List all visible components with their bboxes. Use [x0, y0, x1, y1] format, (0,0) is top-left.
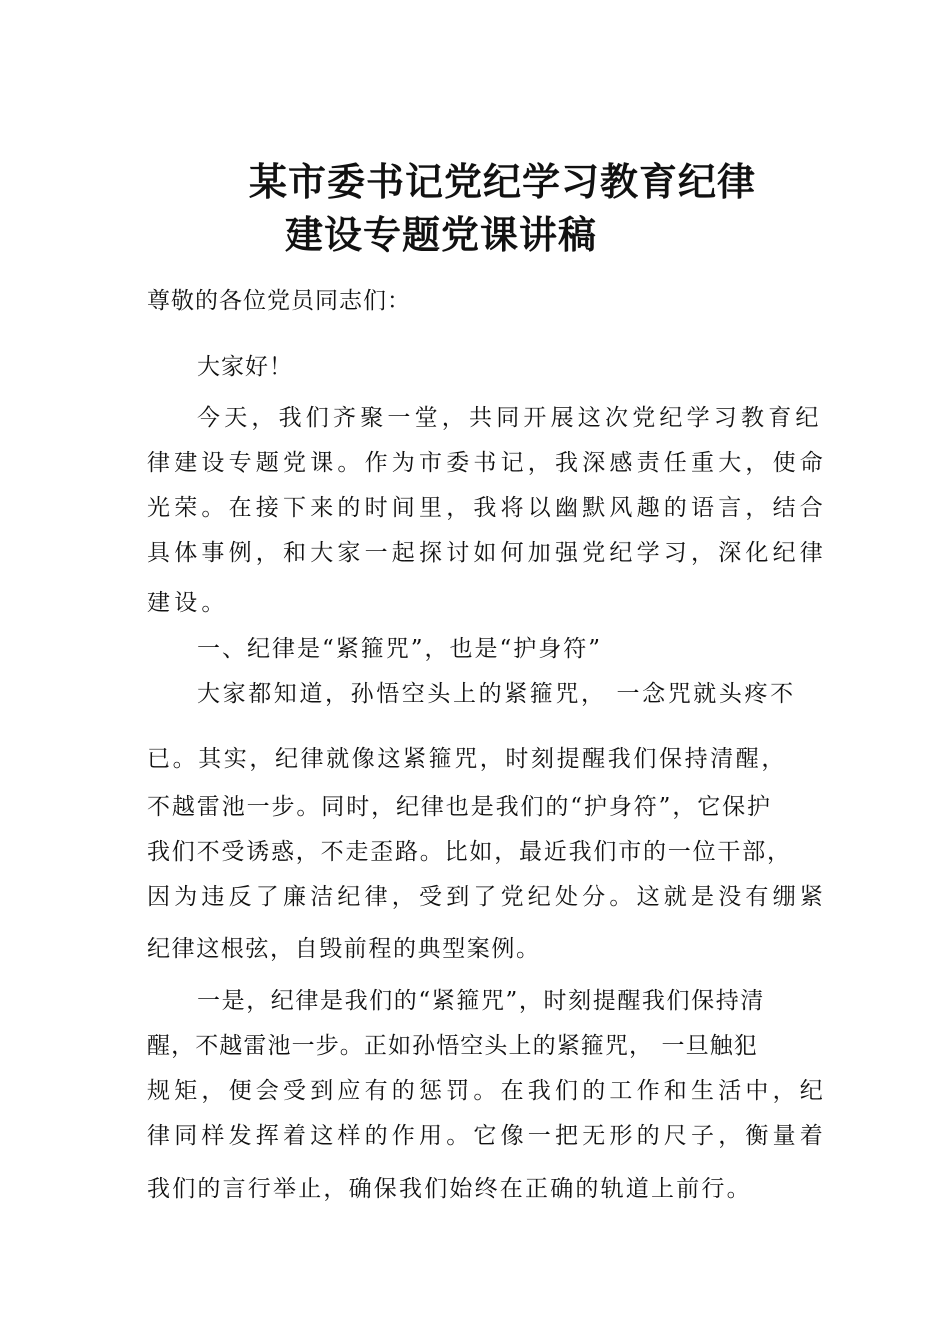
paragraph-line: 醒，不越雷池一步。正如孙悟空头上的紧箍咒， 一旦触犯: [147, 1033, 758, 1059]
paragraph-line: 我们的言行举止，确保我们始终在正确的轨道上前行。: [147, 1176, 752, 1202]
paragraph-line: 律同样发挥着这样的作用。它像一把无形的尺子，衡量着: [147, 1123, 827, 1149]
paragraph-line: 今天，我们齐聚一堂，共同开展这次党纪学习教育纪: [197, 405, 823, 431]
paragraph-line: 具体事例，和大家一起探讨如何加强党纪学习，深化纪律: [147, 540, 827, 566]
salutation: 尊敬的各位党员同志们：: [147, 288, 411, 314]
paragraph-line: 已。其实，纪律就像这紧箍咒，时刻提醒我们保持清醒，: [147, 746, 787, 772]
paragraph-line: 建设。: [147, 590, 229, 616]
paragraph-line: 因为违反了廉洁纪律，受到了党纪处分。这就是没有绷紧: [147, 884, 827, 910]
paragraph-line: 律建设专题党课。作为市委书记，我深感责任重大，使命: [147, 450, 827, 476]
paragraph-line: 不越雷池一步。同时，纪律也是我们的“护身符”，它保护: [147, 794, 772, 820]
paragraph-line: 光荣。在接下来的时间里，我将以幽默风趣的语言，结合: [147, 495, 827, 521]
document-title-line-1: 某市委书记党纪学习教育纪律: [249, 160, 757, 204]
document-title-line-2: 建设专题党课讲稿: [285, 213, 598, 257]
paragraph-line: 大家都知道，孙悟空头上的紧箍咒， 一念咒就头疼不: [197, 681, 796, 707]
paragraph-line: 规矩，便会受到应有的惩罚。在我们的工作和生活中，纪: [147, 1078, 827, 1104]
paragraph-line: 我们不受诱惑，不走歪路。比如，最近我们市的一位干部，: [147, 839, 792, 865]
section-heading: 一、纪律是“紧箍咒”，也是“护身符”: [197, 636, 603, 662]
greeting: 大家好！: [197, 354, 293, 380]
paragraph-line: 一是，纪律是我们的“紧箍咒”，时刻提醒我们保持清: [197, 988, 765, 1014]
paragraph-line: 纪律这根弦，自毁前程的典型案例。: [147, 936, 541, 962]
